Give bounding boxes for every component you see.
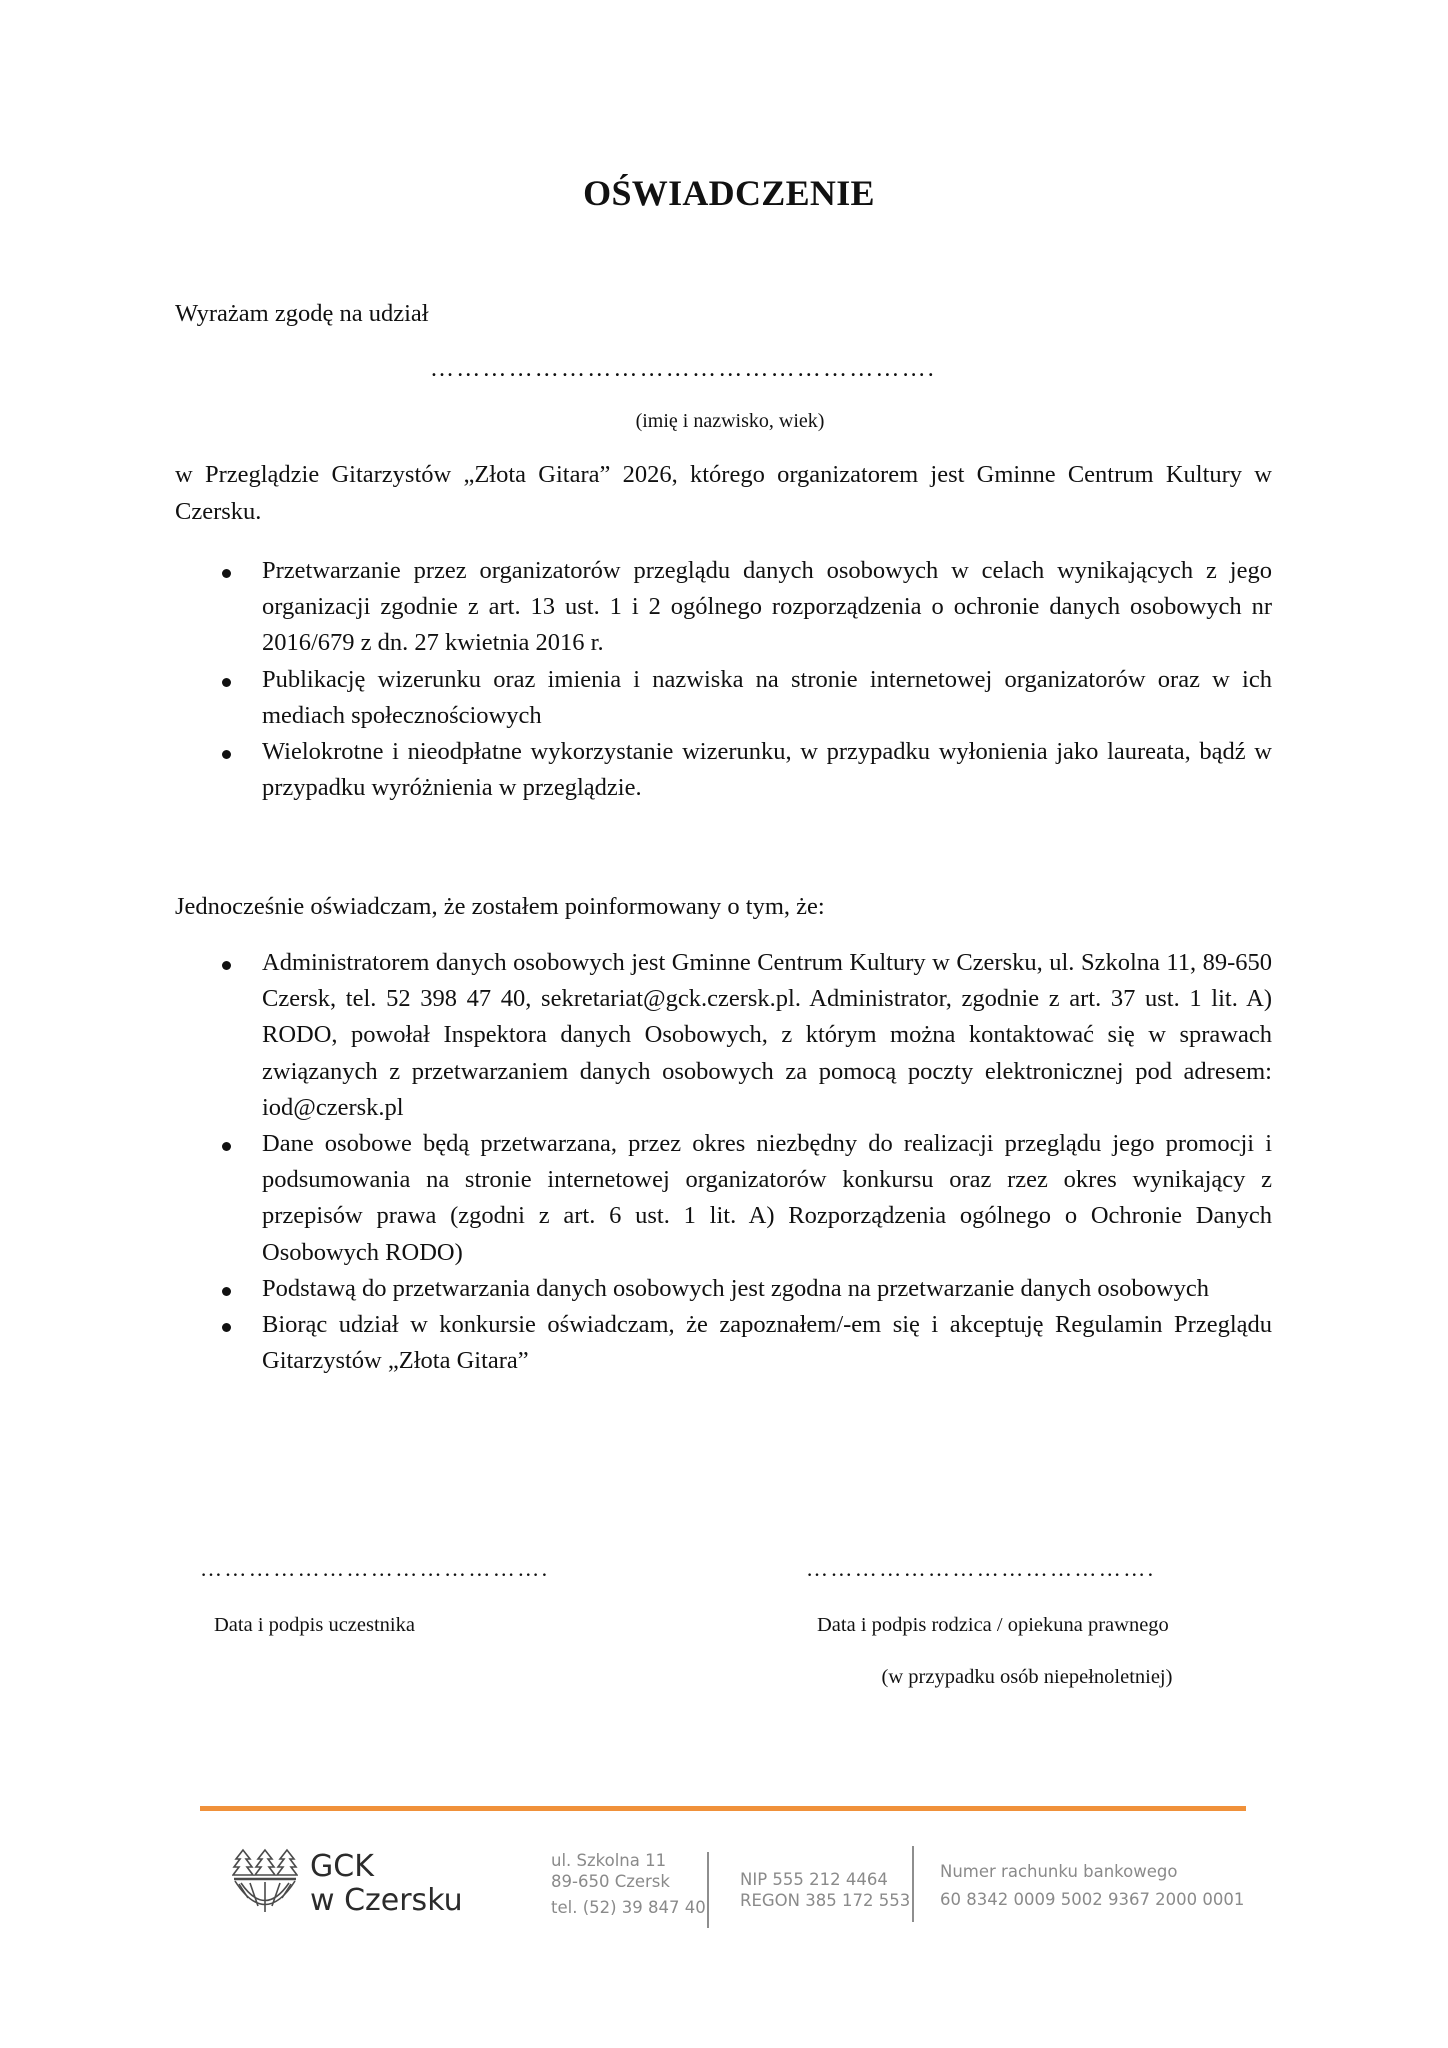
consent-item-text: Przetwarzanie przez organizatorów przeglądu danych osobowych w celach wynikających z jego organizacji zgodnie z art. 13 ust. 1 i 2 ogólnego rozporządzenia o ochronie danych osobowych nr 2016/679 z dn. 27 kwietnia 2016 r. [262,557,1272,657]
footer-bank-number: 60 8342 0009 5002 9367 2000 0001 [940,1890,1245,1909]
info-item-text: Dane osobowe będą przetwarzana, przez okres niezbędny do realizacji przeglądu jego promocji i podsumowania na stronie internetowej organizatorów konkursu oraz rzez okres wynikający z przepisów prawa (zgodni z art. 6 ust. 1 lit. A) Rozporządzenia ogólnego o Ochronie Danych Osobowych RODO) [262,1130,1272,1266]
info-item-text: Administratorem danych osobowych jest Gminne Centrum Kultury w Czersku, ul. Szkolna 11, 89-650 Czersk, tel. 52 398 47 40, sekretariat@gck.czersk.pl. Administrator, zgodnie z art. 37 ust. 1 lit. A) RODO, powołał Inspektora danych Osobowych, z którym można kontaktować się w sprawach związanych z przetwarzaniem danych osobowych za pomocą poczty elektronicznej pod adresem: iod@czersk.pl [262,949,1272,1121]
info-item-text: Biorąc udział w konkursie oświadczam, że zapoznałem/-em się i akceptuję Regulamin Przeglądu Gitarzystów „Złota Gitara” [262,1311,1272,1375]
info-list [175,945,1272,1379]
bullet-icon [222,569,231,578]
participant-signature-label: Data i podpis uczestnika [214,1614,415,1636]
info-item [175,1307,1272,1379]
footer-accent-line [200,1806,1246,1811]
consent-list [175,553,1272,806]
bullet-icon [222,1287,231,1296]
footer-address-street: ul. Szkolna 11 [551,1851,667,1870]
bullet-icon [222,750,231,759]
footer-divider [912,1846,914,1922]
name-fill-line: …………………………………………………. [430,356,936,382]
consent-item [175,553,1272,662]
info-item-text: Podstawą do przetwarzania danych osobowych jest zgodna na przetwarzanie danych osobowych [262,1274,1209,1302]
consent-item-text: Publikację wizerunku oraz imienia i nazwiska na stronie internetowej organizatorów oraz w ich mediach społecznościowych [262,665,1272,729]
consent-item [175,734,1272,806]
footer-address-city: 89-650 Czersk [551,1872,670,1891]
logo-text-gck: GCK [310,1849,374,1884]
footer-address-phone: tel. (52) 39 847 40 [551,1898,706,1917]
bullet-icon [222,1323,231,1332]
info-intro: Jednocześnie oświadczam, że zostałem poinformowany o tym, że: [175,893,825,920]
participant-signature-line: ……………………………………. [200,1556,550,1581]
guardian-signature-note: (w przypadku osób niepełnoletniej) [881,1666,1173,1688]
consent-item-text: Wielokrotne i nieodpłatne wykorzystanie wizerunku, w przypadku wyłonienia jako laureata, bądź w przypadku wyróżnienia w przeglądzie. [262,738,1272,802]
name-caption: (imię i nazwisko, wiek) [635,410,825,432]
footer-divider [707,1852,709,1928]
info-item [175,1271,1272,1307]
footer-nip: NIP 555 212 4464 [740,1870,888,1889]
trees-waterwheel-logo-icon [232,1848,298,1916]
bullet-icon [222,678,231,687]
event-paragraph: w Przeglądzie Gitarzystów „Złota Gitara” 2026, którego organizatorem jest Gminne Centrum Kultury w Czersku. [175,461,1272,525]
guardian-signature-line: ……………………………………. [806,1556,1156,1581]
guardian-signature-label: Data i podpis rodzica / opiekuna prawnego [817,1614,1169,1636]
footer-regon: REGON 385 172 553 [740,1891,911,1910]
consent-item [175,662,1272,734]
logo-text-city: w Czersku [310,1883,463,1918]
bullet-icon [222,961,231,970]
info-item [175,1126,1272,1271]
bullet-icon [222,1142,231,1151]
document-title: OŚWIADCZENIE [583,173,875,213]
info-item [175,945,1272,1126]
consent-intro: Wyrażam zgodę na udział [175,300,429,327]
footer-bank-label: Numer rachunku bankowego [940,1862,1178,1881]
